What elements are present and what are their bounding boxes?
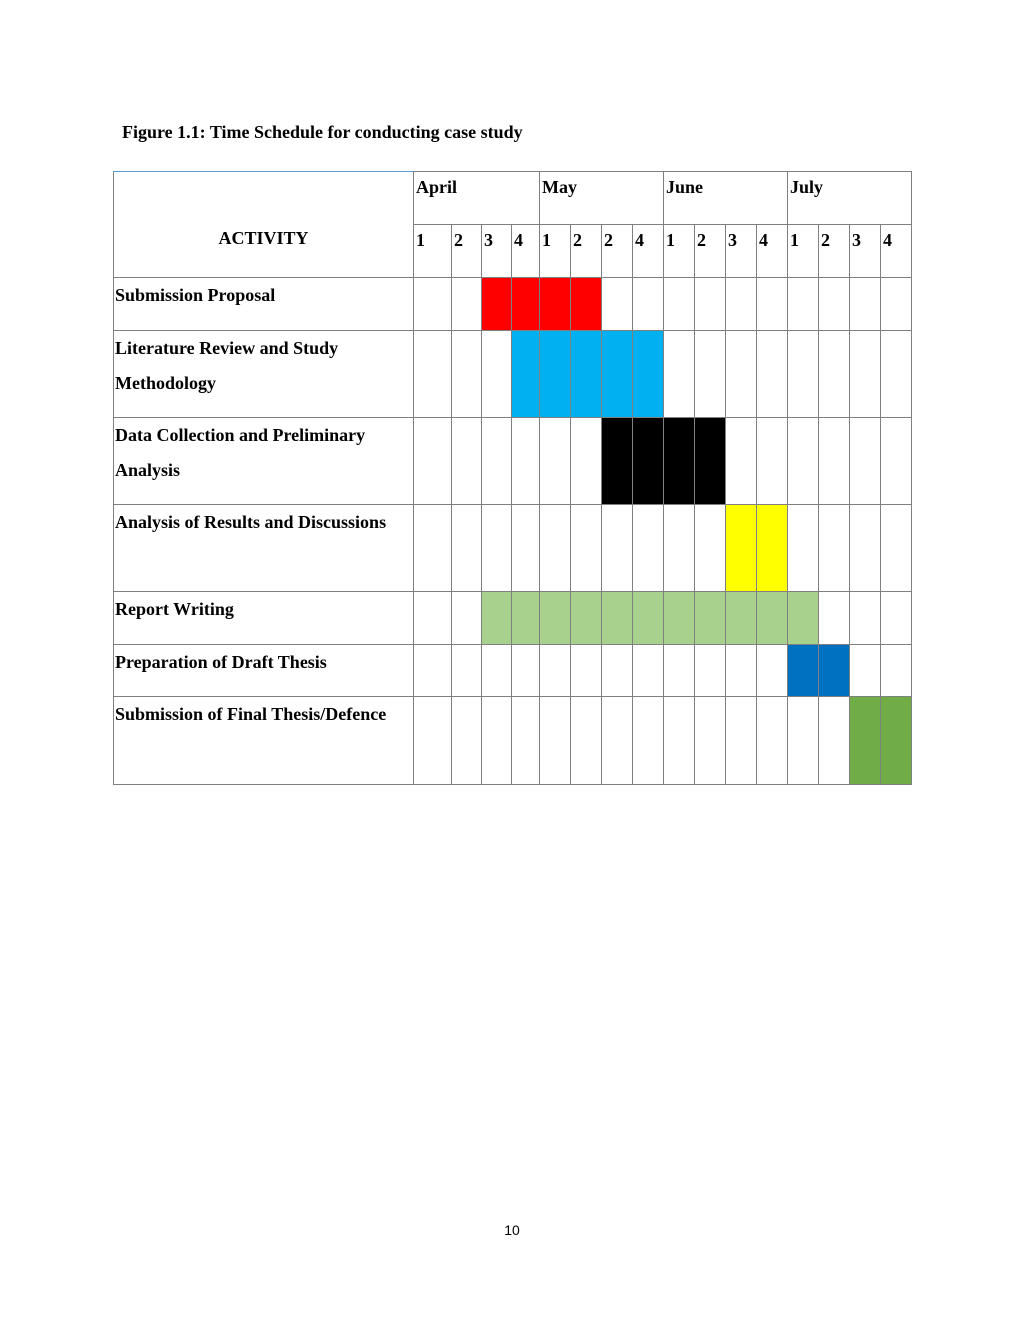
- week-label: 1: [414, 225, 452, 278]
- schedule-empty-cell: [414, 505, 452, 592]
- schedule-empty-cell: [664, 278, 695, 331]
- schedule-bar-cell: [482, 592, 512, 645]
- schedule-empty-cell: [850, 278, 881, 331]
- schedule-empty-cell: [788, 278, 819, 331]
- schedule-empty-cell: [788, 418, 819, 505]
- activity-label: Literature Review and Study Methodology: [114, 331, 414, 418]
- schedule-bar-cell: [788, 645, 819, 697]
- schedule-bar-cell: [633, 418, 664, 505]
- schedule-empty-cell: [819, 418, 850, 505]
- week-label: 1: [664, 225, 695, 278]
- week-label: 3: [726, 225, 757, 278]
- schedule-empty-cell: [482, 645, 512, 697]
- week-label: 2: [571, 225, 602, 278]
- schedule-empty-cell: [757, 697, 788, 785]
- activity-label: Submission of Final Thesis/Defence: [114, 697, 414, 785]
- schedule-empty-cell: [540, 505, 571, 592]
- schedule-empty-cell: [726, 645, 757, 697]
- schedule-empty-cell: [452, 697, 482, 785]
- schedule-empty-cell: [602, 697, 633, 785]
- activity-row: [114, 418, 912, 505]
- schedule-bar-cell: [664, 592, 695, 645]
- schedule-empty-cell: [571, 505, 602, 592]
- schedule-empty-cell: [788, 331, 819, 418]
- schedule-empty-cell: [850, 331, 881, 418]
- figure-caption: Figure 1.1: Time Schedule for conducting case study: [122, 122, 523, 142]
- schedule-empty-cell: [602, 505, 633, 592]
- schedule-empty-cell: [482, 697, 512, 785]
- activity-label: Submission Proposal: [114, 278, 414, 331]
- schedule-empty-cell: [512, 697, 540, 785]
- schedule-empty-cell: [664, 331, 695, 418]
- schedule-empty-cell: [695, 697, 726, 785]
- week-label: 2: [819, 225, 850, 278]
- activity-row: [114, 278, 912, 331]
- schedule-empty-cell: [452, 331, 482, 418]
- schedule-bar-cell: [695, 418, 726, 505]
- activity-label: Data Collection and Preliminary Analysis: [114, 418, 414, 505]
- schedule-empty-cell: [881, 278, 912, 331]
- schedule-empty-cell: [664, 697, 695, 785]
- schedule-empty-cell: [414, 418, 452, 505]
- schedule-empty-cell: [633, 505, 664, 592]
- activity-rows: [114, 278, 912, 785]
- schedule-empty-cell: [850, 592, 881, 645]
- schedule-bar-cell: [788, 592, 819, 645]
- schedule-empty-cell: [695, 331, 726, 418]
- schedule-empty-cell: [757, 645, 788, 697]
- schedule-empty-cell: [540, 645, 571, 697]
- schedule-bar-cell: [571, 278, 602, 331]
- schedule-empty-cell: [881, 331, 912, 418]
- schedule-empty-cell: [512, 418, 540, 505]
- month-header-row: [114, 172, 912, 225]
- schedule-empty-cell: [452, 505, 482, 592]
- activity-header-label: ACTIVITY: [218, 228, 309, 248]
- schedule-empty-cell: [414, 645, 452, 697]
- schedule-empty-cell: [881, 592, 912, 645]
- schedule-empty-cell: [695, 278, 726, 331]
- schedule-empty-cell: [571, 697, 602, 785]
- schedule-empty-cell: [633, 278, 664, 331]
- week-label: 1: [540, 225, 571, 278]
- schedule-empty-cell: [788, 505, 819, 592]
- schedule-empty-cell: [452, 592, 482, 645]
- schedule-empty-cell: [414, 697, 452, 785]
- schedule-bar-cell: [540, 331, 571, 418]
- schedule-empty-cell: [664, 505, 695, 592]
- schedule-empty-cell: [512, 505, 540, 592]
- schedule-empty-cell: [881, 505, 912, 592]
- week-label: 4: [881, 225, 912, 278]
- schedule-empty-cell: [540, 418, 571, 505]
- schedule-bar-cell: [726, 592, 757, 645]
- activity-header: [114, 172, 414, 278]
- week-label: 1: [788, 225, 819, 278]
- month-may: May: [540, 172, 664, 225]
- schedule-empty-cell: [819, 697, 850, 785]
- schedule-empty-cell: [850, 418, 881, 505]
- schedule-bar-cell: [819, 645, 850, 697]
- schedule-empty-cell: [881, 645, 912, 697]
- schedule-bar-cell: [512, 592, 540, 645]
- schedule-empty-cell: [602, 645, 633, 697]
- schedule-empty-cell: [452, 278, 482, 331]
- schedule-empty-cell: [482, 418, 512, 505]
- month-june: June: [664, 172, 788, 225]
- gantt-schedule-table: [113, 171, 912, 785]
- week-label: 2: [695, 225, 726, 278]
- schedule-bar-cell: [726, 505, 757, 592]
- schedule-empty-cell: [757, 331, 788, 418]
- activity-row: [114, 505, 912, 592]
- schedule-empty-cell: [726, 418, 757, 505]
- week-label: 4: [512, 225, 540, 278]
- week-label: 2: [602, 225, 633, 278]
- schedule-empty-cell: [819, 505, 850, 592]
- schedule-bar-cell: [633, 331, 664, 418]
- schedule-empty-cell: [788, 697, 819, 785]
- schedule-empty-cell: [819, 278, 850, 331]
- schedule-bar-cell: [757, 505, 788, 592]
- activity-row: [114, 592, 912, 645]
- schedule-empty-cell: [571, 645, 602, 697]
- schedule-empty-cell: [757, 418, 788, 505]
- schedule-empty-cell: [726, 278, 757, 331]
- month-april: April: [414, 172, 540, 225]
- activity-label: Analysis of Results and Discussions: [114, 505, 414, 592]
- schedule-bar-cell: [540, 278, 571, 331]
- schedule-bar-cell: [664, 418, 695, 505]
- schedule-bar-cell: [881, 697, 912, 785]
- activity-row: [114, 645, 912, 697]
- schedule-bar-cell: [540, 592, 571, 645]
- schedule-empty-cell: [414, 331, 452, 418]
- week-label: 2: [452, 225, 482, 278]
- schedule-empty-cell: [452, 645, 482, 697]
- schedule-bar-cell: [633, 592, 664, 645]
- schedule-empty-cell: [819, 592, 850, 645]
- week-label: 4: [633, 225, 664, 278]
- schedule-bar-cell: [602, 418, 633, 505]
- schedule-empty-cell: [512, 645, 540, 697]
- schedule-empty-cell: [726, 331, 757, 418]
- schedule-bar-cell: [571, 331, 602, 418]
- schedule-empty-cell: [819, 331, 850, 418]
- schedule-bar-cell: [850, 697, 881, 785]
- week-label: 3: [482, 225, 512, 278]
- week-label: 3: [850, 225, 881, 278]
- schedule-bar-cell: [757, 592, 788, 645]
- schedule-empty-cell: [850, 645, 881, 697]
- schedule-bar-cell: [602, 331, 633, 418]
- page-number: 10: [504, 1222, 520, 1238]
- schedule-empty-cell: [482, 505, 512, 592]
- activity-label: Report Writing: [114, 592, 414, 645]
- activity-label: Preparation of Draft Thesis: [114, 645, 414, 697]
- schedule-empty-cell: [571, 418, 602, 505]
- schedule-empty-cell: [757, 278, 788, 331]
- month-july: July: [788, 172, 912, 225]
- schedule-empty-cell: [664, 645, 695, 697]
- schedule-empty-cell: [540, 697, 571, 785]
- activity-row: [114, 697, 912, 785]
- schedule-empty-cell: [695, 505, 726, 592]
- schedule-empty-cell: [452, 418, 482, 505]
- schedule-bar-cell: [571, 592, 602, 645]
- schedule-empty-cell: [482, 331, 512, 418]
- schedule-empty-cell: [726, 697, 757, 785]
- schedule-empty-cell: [414, 592, 452, 645]
- schedule-bar-cell: [695, 592, 726, 645]
- activity-row: [114, 331, 912, 418]
- schedule-empty-cell: [850, 505, 881, 592]
- week-label: 4: [757, 225, 788, 278]
- schedule-bar-cell: [482, 278, 512, 331]
- schedule-empty-cell: [414, 278, 452, 331]
- schedule-empty-cell: [633, 645, 664, 697]
- schedule-bar-cell: [602, 592, 633, 645]
- schedule-empty-cell: [633, 697, 664, 785]
- schedule-bar-cell: [512, 331, 540, 418]
- schedule-empty-cell: [695, 645, 726, 697]
- schedule-bar-cell: [512, 278, 540, 331]
- schedule-empty-cell: [602, 278, 633, 331]
- schedule-empty-cell: [881, 418, 912, 505]
